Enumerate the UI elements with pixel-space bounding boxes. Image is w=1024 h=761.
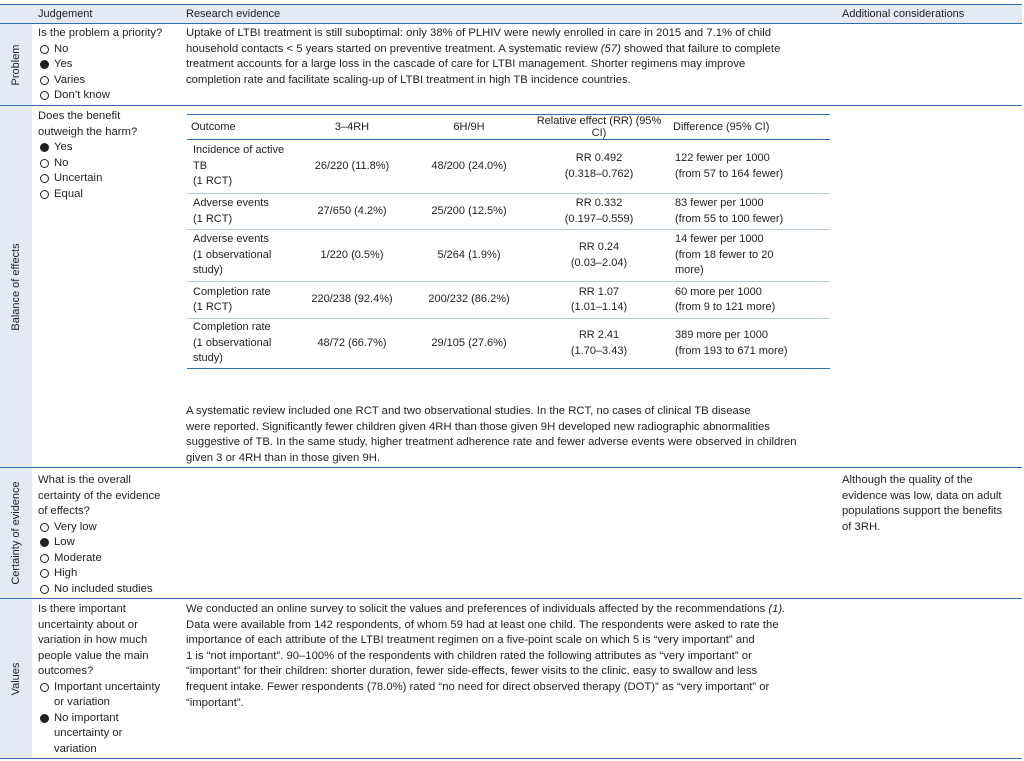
outcome-cell: Incidence of active TB (1 RCT) bbox=[187, 140, 295, 194]
rr-cell: RR 0.492 (0.318–0.762) bbox=[529, 140, 669, 194]
table-row bbox=[187, 319, 830, 369]
col-difference: Difference (95% CI) bbox=[669, 115, 830, 140]
option-no[interactable]: No bbox=[38, 42, 183, 58]
header-research-evidence: Research evidence bbox=[186, 8, 281, 20]
certainty-judgement bbox=[38, 473, 183, 597]
option-yes[interactable]: Yes bbox=[38, 140, 183, 156]
outcome-cell: Adverse events (1 RCT) bbox=[187, 194, 295, 230]
problem-research-evidence: Uptake of LTBI treatment is still suboptimal: only 38% of PLHIV were newly enrolled in care in 2015 and 7.1% of child household contacts < 5 years started on preventive treatment. A systematic review (57) showed that failure to complete treatment accounts for a large loss in the cascade of care for LTBI management. Shorter regimens may improve completion rate and facilitate scaling-up of LTBI treatment in high TB incidence countries. bbox=[186, 27, 781, 86]
value-cell: 200/232 (86.2%) bbox=[409, 282, 529, 319]
certainty-question: What is the overall certainty of the evidence of effects? bbox=[38, 474, 161, 517]
evidence-table-header-row bbox=[187, 115, 830, 140]
difference-cell: 60 more per 1000 (from 9 to 121 more) bbox=[669, 282, 830, 319]
value-cell: 5/264 (1.9%) bbox=[409, 230, 529, 282]
table-row bbox=[187, 282, 830, 319]
outcome-cell: Completion rate (1 RCT) bbox=[187, 282, 295, 319]
option-moderate[interactable]: Moderate bbox=[38, 551, 183, 567]
rr-cell: RR 2.41 (1.70–3.43) bbox=[529, 319, 669, 369]
row-label-balance-of-effects: Balance of effects bbox=[0, 106, 32, 467]
option-no-included-studies[interactable]: No included studies bbox=[38, 582, 183, 598]
value-cell: 29/105 (27.6%) bbox=[409, 319, 529, 369]
col-outcome: Outcome bbox=[187, 115, 295, 140]
option-yes[interactable]: Yes bbox=[38, 57, 183, 73]
balance-judgement bbox=[38, 109, 183, 202]
problem-judgement bbox=[38, 26, 183, 104]
col-6h-9h: 6H/9H bbox=[409, 115, 529, 140]
table-row bbox=[187, 140, 830, 194]
rr-cell: RR 0.332 (0.197–0.559) bbox=[529, 194, 669, 230]
outcome-cell: Adverse events (1 observational study) bbox=[187, 230, 295, 282]
row-label-certainty-of-evidence: Certainty of evidence bbox=[0, 468, 32, 598]
header-judgement: Judgement bbox=[38, 8, 93, 20]
values-research-evidence: We conducted an online survey to solicit the values and preferences of individuals affected by the recommendations (1). Data were available from 142 respondents, of whom 59 had at least one child. The respondents were asked to rate the importance of each attribute of the LTBI treatment regimen on a five-point scale on which 5 is “very important” and 1 is “not important”. 90–100% of the respondents with children rated the following attributes as “very important” or “important” for their children: shorter duration, fewer side-effects, fewer visits to the clinic, easy to swallow and less frequent intake. Fewer respondents (78.0%) rated “no need for direct observed therapy (DOT)” as “very important” or “important”. bbox=[186, 603, 786, 709]
option-no-important-uncertainty[interactable]: No important uncertainty or variation bbox=[38, 711, 183, 758]
problem-question: Is the problem a priority? bbox=[38, 27, 163, 39]
row-divider bbox=[0, 758, 1022, 759]
option-equal[interactable]: Equal bbox=[38, 187, 183, 203]
option-high[interactable]: High bbox=[38, 566, 183, 582]
table-header bbox=[0, 4, 1022, 24]
difference-cell: 14 fewer per 1000 (from 18 fewer to 20 more) bbox=[669, 230, 830, 282]
row-label-problem: Problem bbox=[0, 24, 32, 105]
values-judgement bbox=[38, 602, 183, 757]
option-low[interactable]: Low bbox=[38, 535, 183, 551]
difference-cell: 389 more per 1000 (from 193 to 671 more) bbox=[669, 319, 830, 369]
certainty-additional-considerations: Although the quality of the evidence was low, data on adult populations support the benefits of 3RH. bbox=[842, 474, 1003, 533]
value-cell: 1/220 (0.5%) bbox=[295, 230, 409, 282]
outcome-cell: Completion rate (1 observational study) bbox=[187, 319, 295, 369]
balance-question: Does the benefit outweigh the harm? bbox=[38, 110, 138, 138]
values-question: Is there important uncertainty about or variation in how much people value the main outcomes? bbox=[38, 603, 149, 677]
option-very-low[interactable]: Very low bbox=[38, 520, 183, 536]
evidence-table bbox=[187, 114, 830, 369]
difference-cell: 122 fewer per 1000 (from 57 to 164 fewer) bbox=[669, 140, 830, 194]
option-varies[interactable]: Varies bbox=[38, 73, 183, 89]
value-cell: 25/200 (12.5%) bbox=[409, 194, 529, 230]
row-label-values: Values bbox=[0, 599, 32, 758]
row-divider bbox=[0, 598, 1022, 599]
value-cell: 27/650 (4.2%) bbox=[295, 194, 409, 230]
table-row bbox=[187, 230, 830, 282]
value-cell: 48/200 (24.0%) bbox=[409, 140, 529, 194]
option-uncertain[interactable]: Uncertain bbox=[38, 171, 183, 187]
balance-research-evidence: A systematic review included one RCT and two observational studies. In the RCT, no cases of clinical TB disease were reported. Significantly fewer children given 4RH than those given 9H developed new radiographic abnormalities suggestive of TB. In the same study, higher treatment adherence rate and fewer adverse events were observed in children given 3 or 4RH than in those given 9H. bbox=[186, 405, 797, 464]
table-row bbox=[187, 194, 830, 230]
row-divider bbox=[0, 467, 1022, 468]
row-divider bbox=[0, 105, 1022, 106]
col-relative-effect: Relative effect (RR) (95% CI) bbox=[529, 115, 669, 140]
difference-cell: 83 fewer per 1000 (from 55 to 100 fewer) bbox=[669, 194, 830, 230]
option-important-uncertainty[interactable]: Important uncertainty or variation bbox=[38, 680, 183, 711]
rr-cell: RR 0.24 (0.03–2.04) bbox=[529, 230, 669, 282]
rr-cell: RR 1.07 (1.01–1.14) bbox=[529, 282, 669, 319]
option-dont-know[interactable]: Don’t know bbox=[38, 88, 183, 104]
value-cell: 48/72 (66.7%) bbox=[295, 319, 409, 369]
header-additional-considerations: Additional considerations bbox=[842, 8, 965, 20]
col-3-4rh: 3–4RH bbox=[295, 115, 409, 140]
option-no[interactable]: No bbox=[38, 156, 183, 172]
value-cell: 220/238 (92.4%) bbox=[295, 282, 409, 319]
value-cell: 26/220 (11.8%) bbox=[295, 140, 409, 194]
